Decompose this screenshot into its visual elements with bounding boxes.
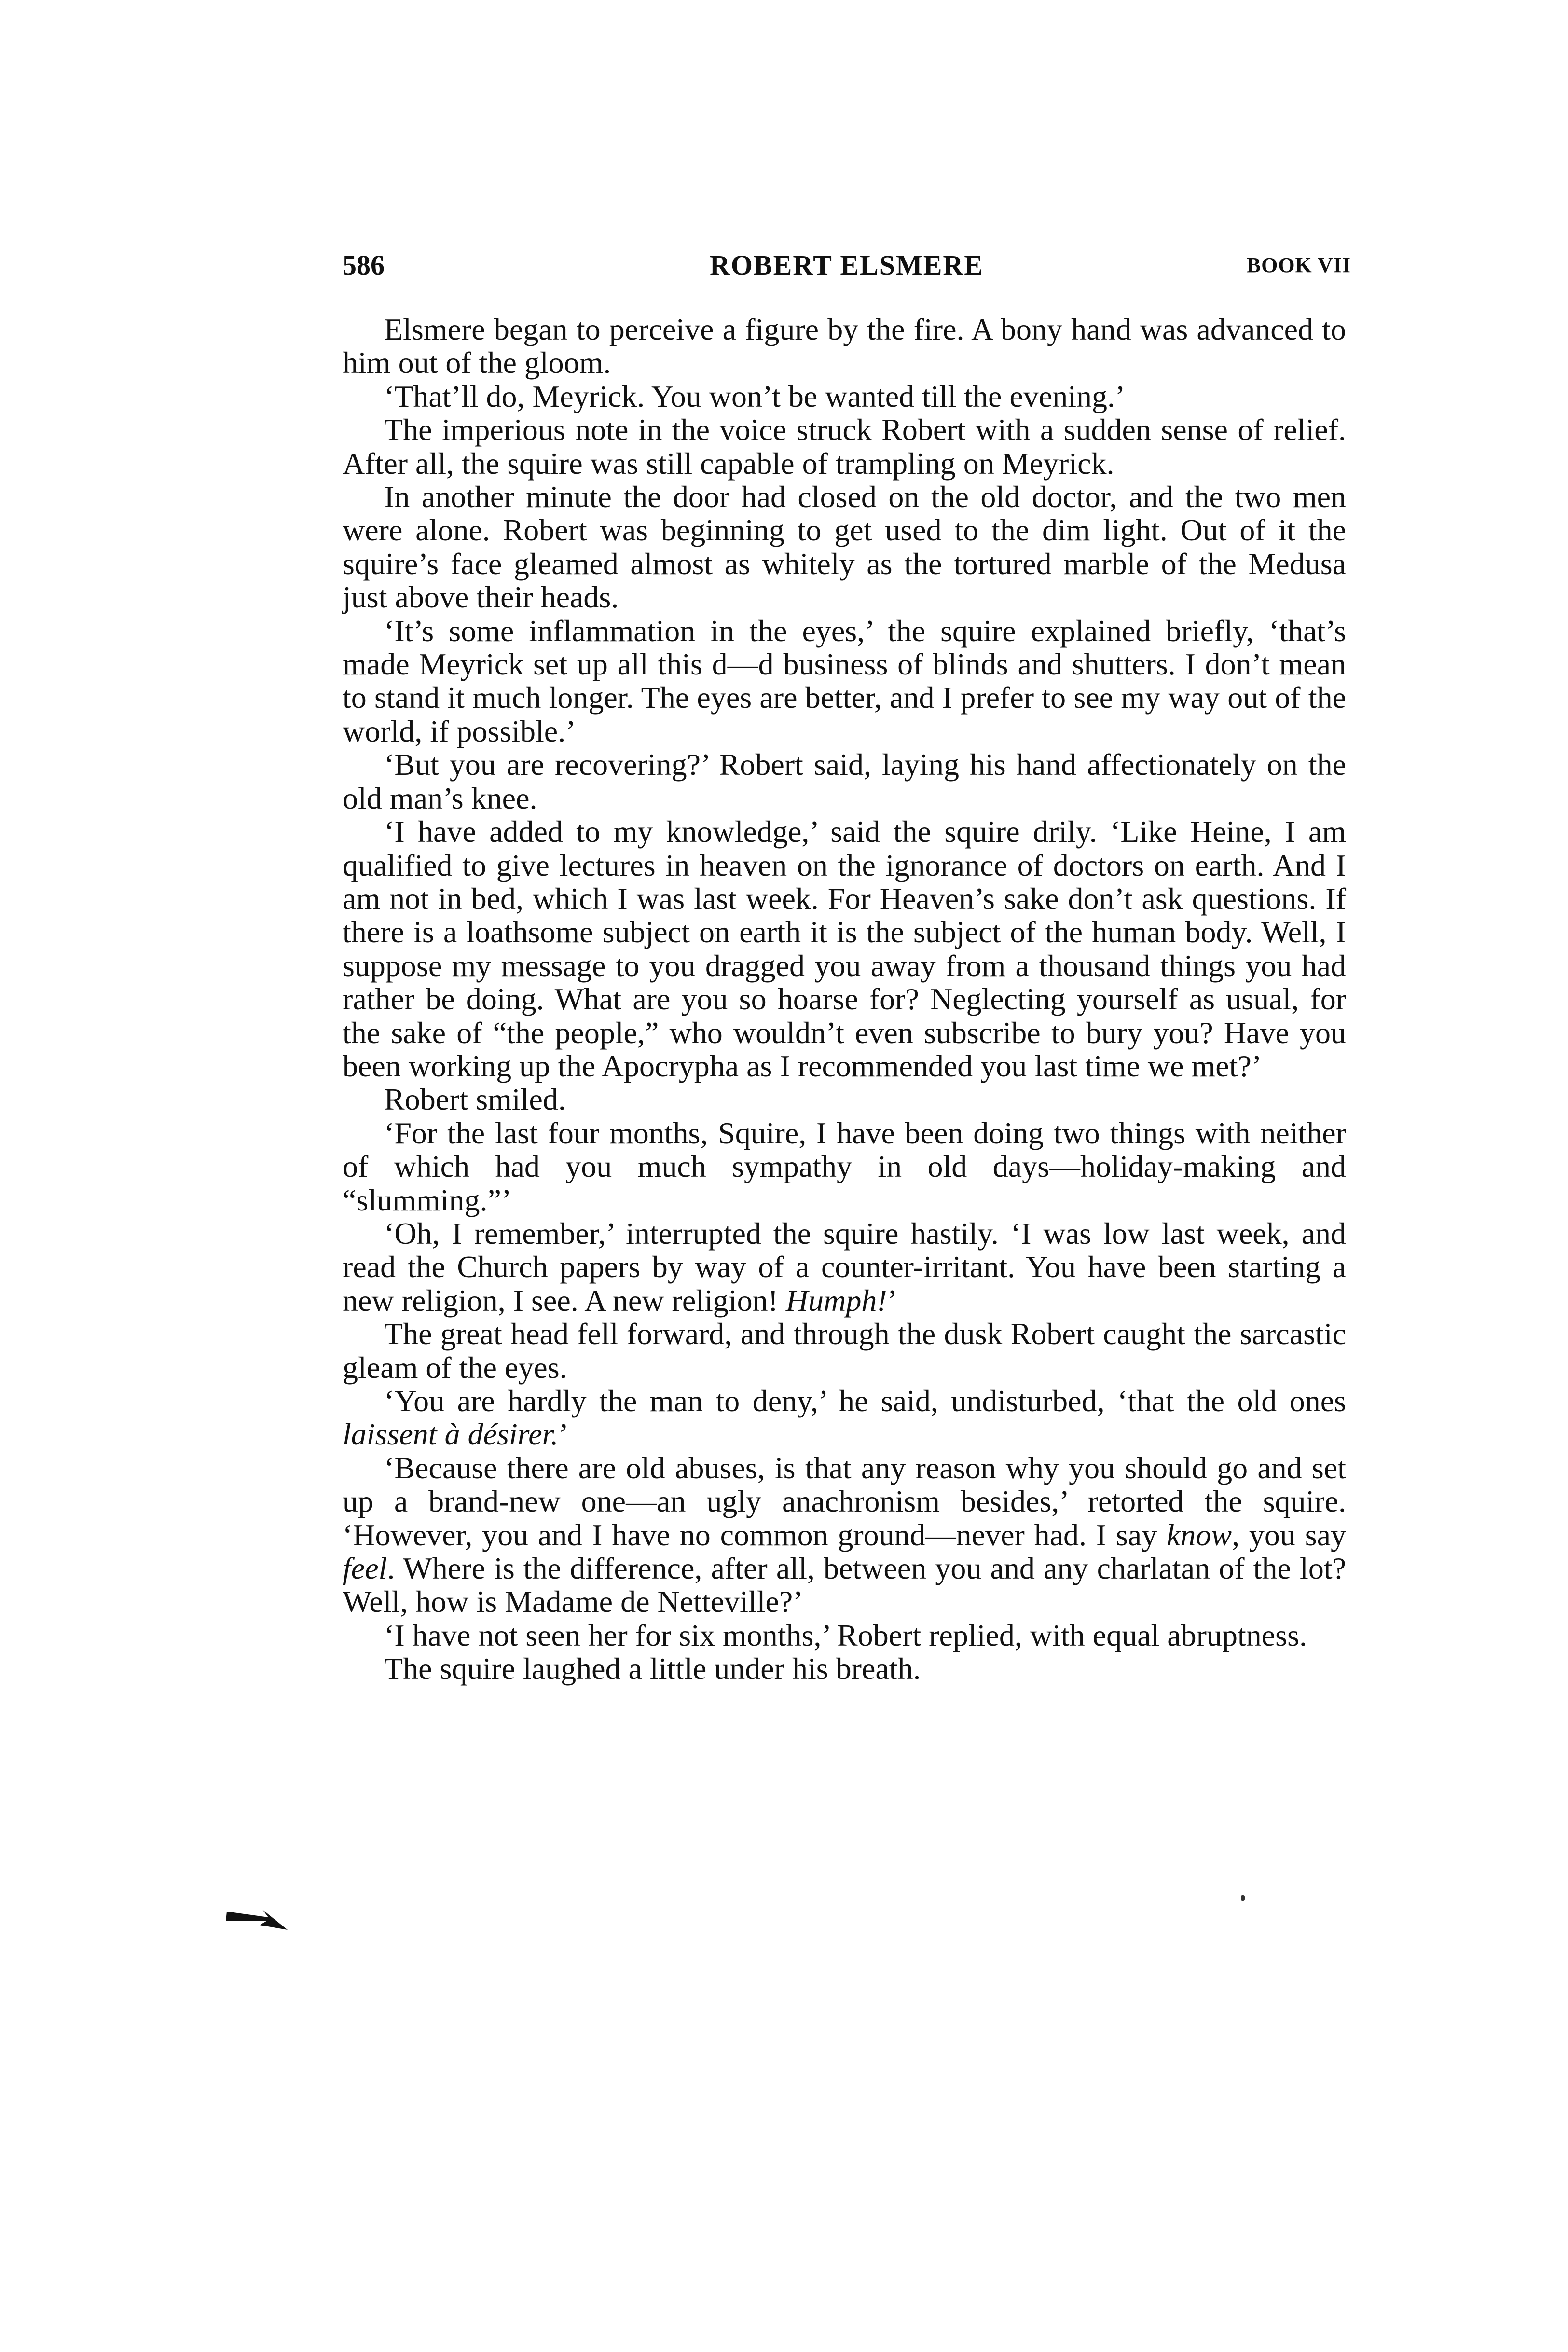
text-body <box>343 313 1346 1686</box>
paragraph-text: Elsmere began to perceive a figure by the fire. A bony hand was advanced to him out of the gloom. <box>343 312 1346 380</box>
italic-text: laissent à désirer. <box>343 1417 559 1452</box>
paragraph-text: The great head fell forward, and through the dusk Robert caught the sarcastic gleam of the eyes. <box>343 1317 1346 1385</box>
paragraph-text: ’ <box>558 1417 569 1452</box>
paragraph-text: ‘I have added to my knowledge,’ said the squire drily. ‘Like Heine, I am qualified to give lectures in heaven on the ignorance of doctors on earth. And I am not in bed, which I was last week. For Heaven’s sake don’t ask questions. If there is a loathsome subject on earth it is the subject of the human body. Well, I suppose my message to you dragged you away from a thousand things you had rather be doing. What are you so hoarse for? Neglecting yourself as usual, for the sake of “the people,” who wouldn’t even subscribe to bury you? Have you been working up the Apocrypha as I recommended you last time we met?’ <box>343 814 1346 1083</box>
paragraph <box>343 380 1346 413</box>
paragraph <box>343 313 1346 380</box>
paragraph-text: ‘That’ll do, Meyrick. You won’t be wanted till the evening.’ <box>384 379 1126 413</box>
italic-text: know <box>1167 1517 1232 1552</box>
paragraph <box>343 1317 1346 1384</box>
paragraph <box>343 1384 1346 1451</box>
paragraph <box>343 748 1346 815</box>
paragraph <box>343 413 1346 480</box>
paragraph-text: ‘Because there are old abuses, is that any reason why you should go and set up a brand-new one—an ugly anachronism besides,’ retorted the squire. ‘However, you and I have no common ground—never had. I say <box>343 1450 1346 1552</box>
ink-speck <box>1241 1895 1245 1901</box>
paragraph <box>343 614 1346 748</box>
page-number: 586 <box>343 249 385 281</box>
paragraph <box>343 480 1346 614</box>
paragraph <box>343 1217 1346 1317</box>
paragraph <box>343 1451 1346 1619</box>
paragraph-text: ‘But you are recovering?’ Robert said, laying his hand affectionately on the old man’s knee. <box>343 747 1346 815</box>
running-header <box>343 244 1351 287</box>
paragraph-text: ‘It’s some inflammation in the eyes,’ the squire explained briefly, ‘that’s made Meyrick set up all this d—d business of blinds and shutters. I don’t mean to stand it much longer. The eyes are better, and I prefer to see my way out of the world, if possible.’ <box>343 613 1346 748</box>
paragraph <box>343 1083 1346 1116</box>
paragraph-text: Robert smiled. <box>384 1082 566 1117</box>
book-label: BOOK VII <box>1246 253 1351 277</box>
paragraph <box>343 815 1346 1083</box>
paragraph-text: ’ <box>887 1283 897 1318</box>
paragraph-text: In another minute the door had closed on the old doctor, and the two men were alone. Robert was beginning to get used to the dim light. Out of it the squire’s face gleamed almost as whitely as the tortured marble of the Medusa just above their heads. <box>343 480 1346 615</box>
paragraph-text: . Where is the difference, after all, between you and any charlatan of the lot? Well, how is Madame de Netteville?’ <box>343 1551 1346 1619</box>
paragraph-text: The squire laughed a little under his breath. <box>384 1651 921 1686</box>
paragraph-text: ‘Oh, I remember,’ interrupted the squire hastily. ‘I was low last week, and read the Church papers by way of a counter-irritant. You have been starting a new religion, I see. A new religion! <box>343 1216 1346 1318</box>
paragraph-text: ‘I have not seen her for six months,’ Robert replied, with equal abruptness. <box>384 1618 1307 1652</box>
italic-text: feel <box>343 1551 387 1586</box>
paragraph <box>343 1619 1346 1652</box>
paragraph-text: , you say <box>1232 1517 1347 1552</box>
paragraph-text: ‘You are hardly the man to deny,’ he said, undisturbed, ‘that the old ones <box>384 1384 1346 1418</box>
paragraph <box>343 1116 1346 1217</box>
italic-text: Humph! <box>785 1283 887 1318</box>
paragraph-text: ‘For the last four months, Squire, I have been doing two things with neither of which had you much sympathy in old days—holiday-making and “slumming.”’ <box>343 1115 1346 1217</box>
arrow-mark-icon <box>226 1905 289 1934</box>
paragraph-text: The imperious note in the voice struck Robert with a sudden sense of relief. After all, the squire was still capable of trampling on Meyrick. <box>343 413 1346 481</box>
running-title: ROBERT ELSMERE <box>710 249 984 281</box>
paragraph <box>343 1652 1346 1685</box>
